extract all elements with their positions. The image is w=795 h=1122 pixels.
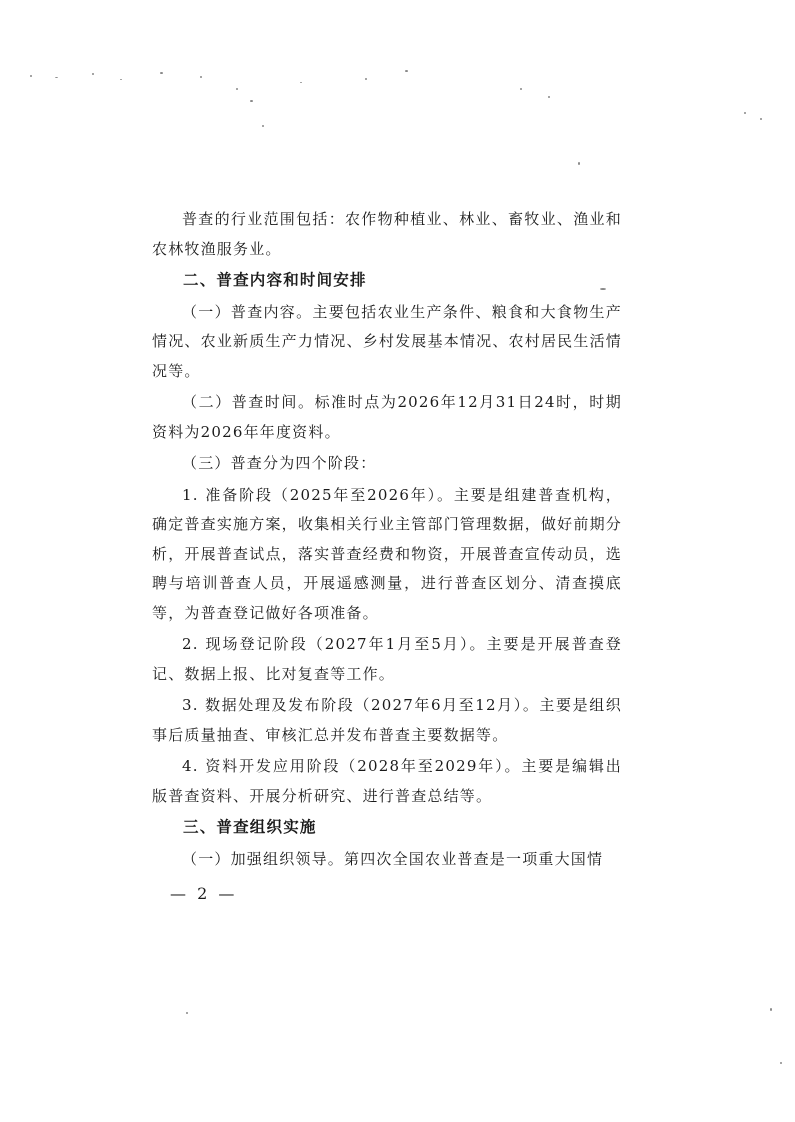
paragraph-census-time: （二）普查时间。标准时点为2026年12月31日24时，时期资料为2026年年度资料。 [152,393,622,441]
paragraph-four-stages: （三）普查分为四个阶段： [182,454,377,472]
section-heading-content-schedule: 二、普查内容和时间安排 [183,271,367,289]
paragraph-stage-registration: 2. 现场登记阶段（2027年1月至5月）。主要是开展普查登记、数据上报、比对复查等工作。 [152,635,622,683]
section-heading-organization: 三、普查组织实施 [183,818,317,836]
page-number: — 2 — [170,884,238,903]
paragraph-leadership: （一）加强组织领导。第四次全国农业普查是一项重大国情 [182,849,604,868]
document-body [152,205,622,874]
paragraph-stage-processing: 3. 数据处理及发布阶段（2027年6月至12月）。主要是组织事后质量抽查、审核汇总并发布普查主要数据等。 [152,696,622,744]
paragraph-stage-application: 4. 资料开发应用阶段（2028年至2029年）。主要是编辑出版普查资料、开展分析研究、进行普查总结等。 [152,757,622,805]
paragraph-census-content: （一）普查内容。主要包括农业生产条件、粮食和大食物生产情况、农业新质生产力情况、乡村发展基本情况、农村居民生活情况等。 [152,302,622,380]
paragraph-industry-scope: 普查的行业范围包括：农作物种植业、林业、畜牧业、渔业和农林牧渔服务业。 [152,210,622,258]
paragraph-stage-preparation: 1. 准备阶段（2025年至2026年）。主要是组建普查机构，确定普查实施方案，收集相关行业主管部门管理数据，做好前期分析，开展普查试点，落实普查经费和物资，开展普查宣传动员，选聘与培训普查人员，开展遥感测量，进行普查区划分、清查摸底等，为普查登记做好各项准备。 [152,485,622,622]
